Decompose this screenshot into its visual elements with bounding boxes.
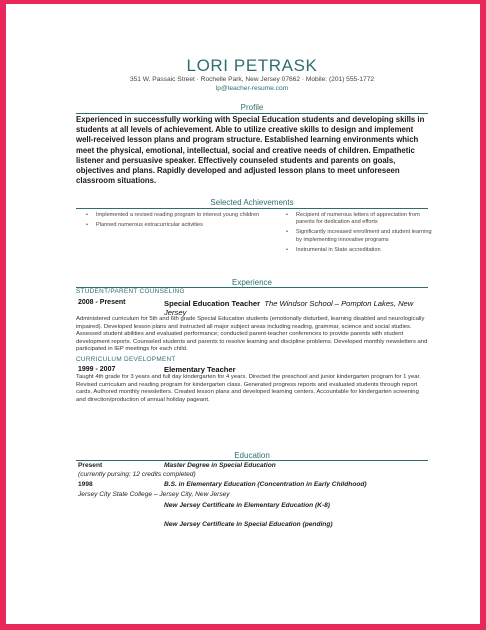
bullet-icon: • — [286, 229, 288, 236]
contact-line: 351 W. Passaic Street · Rochelle Park, New Jersey 07662 · Mobile: (201) 555-1772 — [129, 76, 375, 83]
job-description: Taught 4th grade for 3 years and full day kindergarten for 4 years. Directed the preschool and junior kindergarten program for 1 year. Revised curriculum and reading program for kindergarten class. Generated progress reports and evaluated students through report cards. Authored monthly newsletters. Created lesson plans and developed learning centers. Accountable for kindergarten screening and direction/production of annual holiday pageant. — [76, 374, 421, 403]
achievements-left-list — [86, 212, 282, 232]
education-note: Jersey City State College – Jersey City, New Jersey — [78, 491, 230, 498]
education-heading: Education — [234, 451, 270, 460]
education-date: 1998 — [78, 481, 93, 488]
candidate-name: LORI PETRASK — [186, 56, 318, 75]
achievement-item: • Recipient of numerous letters of appreciation from parents for dedication and efforts — [286, 212, 420, 226]
education-certificate: New Jersey Certificate in Elementary Education (K-8) — [164, 502, 330, 509]
education-certificate: New Jersey Certificate in Special Education (pending) — [164, 521, 333, 528]
job-category: CURRICULUM DEVELOPMENT — [76, 356, 176, 363]
education-degree: B.S. in Elementary Education (Concentration in Early Childhood) — [164, 481, 367, 488]
education-degree: Master Degree in Special Education — [164, 462, 276, 469]
bullet-icon: • — [86, 222, 88, 229]
job-title: Elementary Teacher — [164, 365, 236, 374]
job-description: Administered curriculum for 5th and 6th grade Special Education students (emotionally disturbed, learning disabled and neurologically impaired). Developed lesson plans and instructed all major subject areas including reading, grammar, science and social studies. Assessed student abilities and evaluated performance; conducted parent-teacher conferences to provide parents with student development reports. Counseled students and parents to resolve learning and discipline problems. Developed monthly newsletters and participated in IEP meetings for each child. — [76, 316, 428, 353]
job-employer-continued: Jersey — [164, 308, 187, 317]
profile-text: Experienced in successfully working with Special Education students and developing skills in students at all levels of achievement. Able to utilize creative skills to design and implement well-received lesson plans and program structure. Established learning environments which meet the physical, emotional, intellectual, social and creative needs of children. Empathetic listener and persuasive speaker. Effectively counseled students and parents on goals, objectives and plans. Rapidly developed and adjusted lesson plans to meet unforeseen classroom situations. — [76, 115, 425, 186]
job-dates: 2008 - Present — [78, 299, 126, 306]
achievement-item: • Significantly increased enrollment and student learning by implementing innovative programs — [286, 229, 432, 243]
achievements-right-list — [286, 212, 432, 257]
profile-divider — [76, 113, 428, 114]
achievement-item: • Implemented a revised reading program to interest young children — [86, 212, 260, 218]
job-title: Special Education Teacher The Windsor School – Pompton Lakes, New — [164, 299, 414, 308]
achievement-item: • Instrumental in State accreditation — [286, 246, 381, 253]
page-border — [6, 4, 480, 624]
bullet-icon: • — [286, 246, 288, 253]
achievements-divider — [76, 208, 428, 209]
bullet-icon: • — [86, 212, 88, 218]
experience-heading: Experience — [231, 278, 273, 287]
profile-heading: Profile — [240, 103, 264, 112]
job-category: STUDENT/PARENT COUNSELING — [76, 288, 185, 295]
education-date: Present — [78, 462, 103, 469]
education-note: (currently pursing: 12 credits completed) — [78, 471, 196, 478]
job-employer: The Windsor School – Pompton Lakes, New — [264, 299, 414, 308]
education-divider — [76, 460, 428, 461]
achievements-heading: Selected Achievements — [210, 198, 294, 207]
bullet-icon: • — [286, 212, 288, 218]
resume-page — [76, 4, 432, 624]
job-dates: 1999 - 2007 — [78, 366, 116, 373]
email-link[interactable]: lp@teacher-resume.com — [215, 85, 289, 92]
achievement-item: • Planned numerous extracurricular activities — [86, 222, 203, 229]
